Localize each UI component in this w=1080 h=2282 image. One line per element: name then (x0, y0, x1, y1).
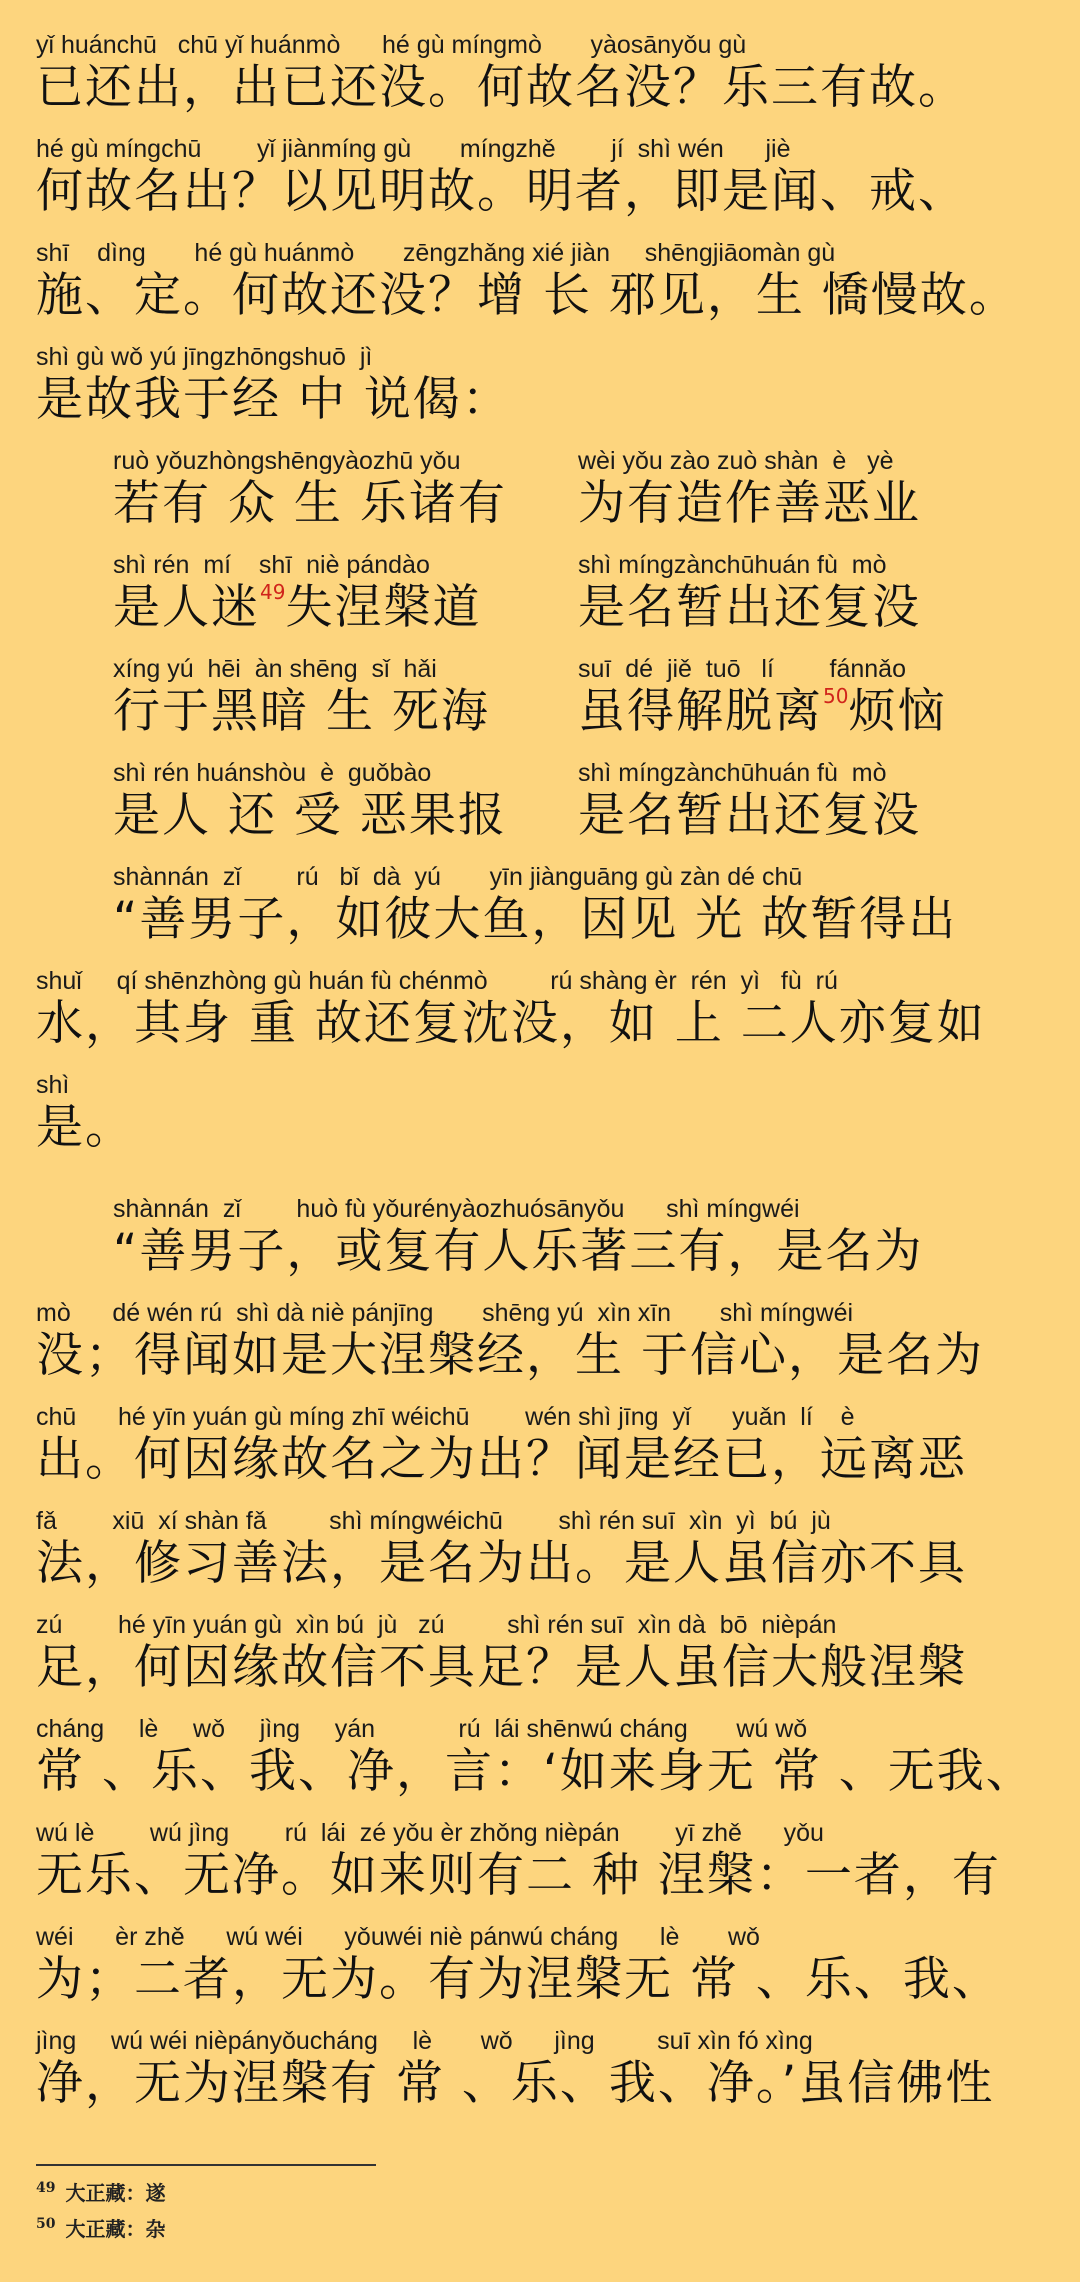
pinyin: shì míngzànchūhuán fù mò (578, 551, 887, 579)
hanzi: 出。何因缘故名之为出？闻是经已，远离恶 (36, 1432, 967, 1487)
hanzi: 若有 众 生 乐诸有 (113, 476, 507, 531)
footnote-text: 大正藏：遂 (65, 2181, 166, 2205)
hanzi: 为；二者，无为。有为涅槃无 常 、乐、我、 (36, 1952, 1001, 2007)
text-line (36, 1818, 1046, 1904)
pinyin: zú hé yīn yuán gù xìn bú jù zú shì rén suī xìn dà bō nièpán (36, 1611, 837, 1639)
pinyin: suī dé jiě tuō lí fánnǎo (578, 655, 906, 683)
verse-line (113, 654, 1043, 744)
hanzi-part: 烦恼 (848, 684, 947, 739)
verse-right (578, 654, 946, 740)
hanzi: “善男子，如彼大鱼，因见 光 故暂得出 (113, 892, 958, 947)
text-line (113, 1194, 1043, 1280)
hanzi: 是。 (36, 1100, 134, 1155)
pinyin: chū hé yīn yuán gù míng zhī wéichū wén shì jīng yǐ yuǎn lí è (36, 1403, 855, 1431)
pinyin: shuǐ qí shēnzhòng gù huán fù chénmò rú shàng èr rén yì fù rú (36, 967, 838, 995)
hanzi: 没；得闻如是大涅槃经，生 于信心，是名为 (36, 1328, 984, 1383)
hanzi: 法，修习善法，是名为出。是人虽信亦不具 (36, 1536, 967, 1591)
text-line (36, 134, 1046, 220)
hanzi: 是名暂出还复没 (578, 580, 921, 635)
pinyin: cháng lè wǒ jìng yán rú lái shēnwú cháng wú wǒ (36, 1715, 808, 1743)
text-line (36, 2026, 1046, 2112)
hanzi: 是名暂出还复没 (578, 788, 921, 843)
pinyin: shī dìng hé gù huánmò zēngzhǎng xié jiàn shēngjiāomàn gù (36, 239, 836, 267)
footnote-number: 49 (36, 2180, 56, 2196)
hanzi: 净，无为涅槃有 常 、乐、我、净。’虽信佛性 (36, 2056, 995, 2111)
footnote-divider (36, 2164, 376, 2166)
pinyin: fǎ xiū xí shàn fǎ shì míngwéichū shì rén suī xìn yì bú jù (36, 1507, 831, 1535)
pinyin: shì rén huánshòu è guǒbào (113, 759, 432, 787)
pinyin: ruò yǒuzhòngshēngyàozhū yǒu (113, 447, 461, 475)
text-line (36, 1610, 1046, 1696)
text-line (36, 1070, 1046, 1156)
verse-right (578, 550, 921, 636)
pinyin: shì (36, 1071, 70, 1099)
verse-line (113, 550, 1043, 640)
hanzi (578, 684, 946, 740)
pinyin: wú lè wú jìng rú lái zé yǒu èr zhǒng nièpán yī zhě yǒu (36, 1819, 824, 1847)
hanzi: 行于黑暗 生 死海 (113, 684, 490, 739)
pinyin: shànnán zǐ rú bǐ dà yú yīn jiànguāng gù zàn dé chū (113, 863, 803, 891)
text-line (36, 966, 1046, 1052)
hanzi-part: 虽得解脱离 (578, 684, 823, 739)
hanzi: 为有造作善恶业 (578, 476, 921, 531)
text-line (36, 342, 1046, 428)
pinyin: shì rén mí shī niè pándào (113, 551, 430, 579)
hanzi (113, 580, 481, 636)
text-line (36, 1922, 1046, 2008)
footnote-number: 50 (36, 2216, 56, 2232)
pinyin: jìng wú wéi nièpányǒucháng lè wǒ jìng suī xìn fó xìng (36, 2027, 813, 2055)
text-line (36, 30, 1046, 116)
verse-left (113, 758, 507, 844)
hanzi-part: 失涅槃道 (285, 580, 482, 635)
pinyin: wéi èr zhě wú wéi yǒuwéi niè pánwú cháng lè wǒ (36, 1923, 760, 1951)
verse-left (113, 550, 481, 636)
hanzi: “善男子，或复有人乐著三有，是名为 (113, 1224, 924, 1279)
verse-line (113, 758, 1043, 848)
footnote (36, 2212, 165, 2241)
hanzi: 施、定。何故还没？增 长 邪见，生 憍慢故。 (36, 268, 1018, 323)
hanzi: 足，何因缘故信不具足？是人虽信大般涅槃 (36, 1640, 967, 1695)
footnote (36, 2176, 165, 2205)
pinyin: shì gù wǒ yú jīngzhōngshuō jì (36, 343, 373, 371)
text-line (36, 1714, 1046, 1800)
text-line (36, 1506, 1046, 1592)
footnote-marker[interactable]: 49 (260, 580, 286, 604)
text-line (36, 1298, 1046, 1384)
hanzi: 无乐、无净。如来则有二 种 涅槃：一者，有 (36, 1848, 1001, 1903)
pinyin: yǐ huánchū chū yǐ huánmò hé gù míngmò yàosānyǒu gù (36, 31, 747, 59)
hanzi: 水，其身 重 故还复沈没，如 上 二人亦复如 (36, 996, 986, 1051)
text-line (113, 862, 1043, 948)
pinyin: wèi yǒu zào zuò shàn è yè (578, 447, 894, 475)
footnote-text: 大正藏：杂 (65, 2217, 166, 2241)
verse-left (113, 654, 490, 740)
pinyin: shì míngzànchūhuán fù mò (578, 759, 887, 787)
text-line (36, 238, 1046, 324)
pinyin: shànnán zǐ huò fù yǒurényàozhuósānyǒu shì míngwéi (113, 1195, 800, 1223)
hanzi: 常 、乐、我、净，言：‘如来身无 常 、无我、 (36, 1744, 1035, 1799)
hanzi: 已还出，出已还没。何故名没？乐三有故。 (36, 60, 967, 115)
hanzi: 是故我于经 中 说偈： (36, 372, 511, 427)
verse-left (113, 446, 507, 532)
hanzi-part: 是人迷 (113, 580, 260, 635)
pinyin: mò dé wén rú shì dà niè pánjīng shēng yú xìn xīn shì míngwéi (36, 1299, 854, 1327)
footnote-marker[interactable]: 50 (823, 684, 849, 708)
verse-right (578, 758, 921, 844)
pinyin: xíng yú hēi àn shēng sǐ hǎi (113, 655, 437, 683)
hanzi: 是人 还 受 恶果报 (113, 788, 507, 843)
hanzi: 何故名出？以见明故。明者，即是闻、戒、 (36, 164, 967, 219)
verse-line (113, 446, 1043, 536)
text-line (36, 1402, 1046, 1488)
verse-right (578, 446, 921, 532)
pinyin: hé gù míngchū yǐ jiànmíng gù míngzhě jí shì wén jiè (36, 135, 791, 163)
